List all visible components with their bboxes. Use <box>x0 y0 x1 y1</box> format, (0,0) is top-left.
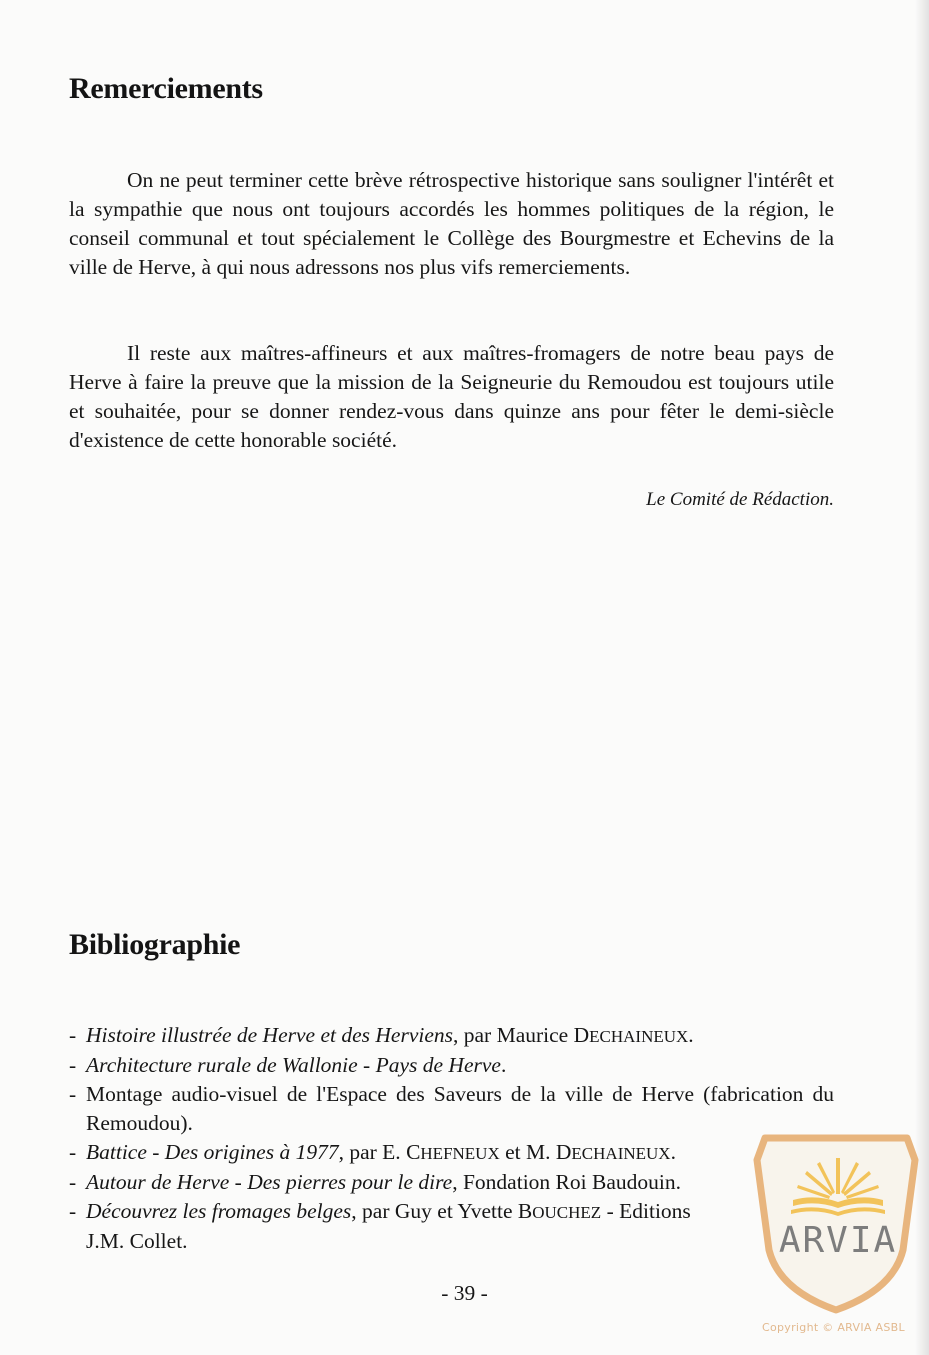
author-name: ECHAINEUX <box>571 1144 671 1163</box>
remerciements-paragraph-2: Il reste aux maîtres-affineurs et aux maîtres-fromagers de notre beau pays de Herve à faire la preuve que la mission de la Seigneurie du Remoudou est toujours utile et souhaitée, pour se donner rendez-vous dans quinze ans pour fêter le demi-siècle d'existence de cette honorable société. <box>69 341 834 452</box>
bibliography-item <box>69 1080 834 1138</box>
text-separator: , par Maurice <box>453 1023 574 1047</box>
page-number: - 39 - <box>441 1281 488 1305</box>
author-name: HEFNEUX <box>420 1144 500 1163</box>
item-text: , Fondation Roi Baudouin. <box>452 1170 681 1194</box>
list-dash: - <box>69 1082 77 1106</box>
text-separator: et M. <box>499 1140 556 1164</box>
author-initial: B <box>517 1199 533 1223</box>
logo-text: ARVIA <box>778 1220 898 1261</box>
book-title: Architecture rurale de Wallonie - Pays de Herve <box>86 1053 501 1077</box>
book-title: Battice - Des origines à 1977 <box>86 1140 339 1164</box>
item-continuation: J.M. Collet. <box>86 1229 188 1253</box>
text-end: . <box>688 1023 694 1047</box>
item-text: Montage audio-visuel de l'Espace des Saveurs de la ville de Herve (fabrication du Remoudou). <box>86 1082 834 1135</box>
arvia-logo <box>753 1130 919 1316</box>
remerciements-heading: Remerciements <box>69 72 263 105</box>
author-name: OUCHEZ <box>532 1203 602 1222</box>
remerciements-paragraph-1: On ne peut terminer cette brève rétrospective historique sans souligner l'intérêt et la sympathie que nous ont toujours accordés les hommes politiques de la région, le conseil communal et tout spécialement le Collège des Bourgmestre et Echevins de la ville de Herve, à qui nous adressons nos plus vifs remerciements. <box>69 168 834 279</box>
bibliographie-heading: Bibliographie <box>69 928 241 961</box>
list-dash: - <box>69 1140 77 1164</box>
list-dash: - <box>69 1199 77 1223</box>
author-initial: D <box>555 1140 572 1164</box>
bibliography-item <box>69 1197 834 1256</box>
list-dash: - <box>69 1053 77 1077</box>
author-initial: C <box>406 1140 421 1164</box>
author-initial: D <box>573 1023 590 1047</box>
copyright-notice: Copyright © ARVIA ASBL <box>762 1321 905 1334</box>
author-name: ECHAINEUX <box>589 1027 689 1046</box>
bibliography-item <box>69 1051 834 1080</box>
list-dash: - <box>69 1170 77 1194</box>
bibliography-list <box>69 1021 834 1256</box>
bibliography-item <box>69 1138 834 1168</box>
book-title: Découvrez les fromages belges <box>86 1199 352 1223</box>
item-text: - Editions <box>601 1199 691 1223</box>
text-separator: , par Guy et Yvette <box>351 1199 518 1223</box>
signature: Le Comité de Rédaction. <box>646 489 834 510</box>
list-dash: - <box>69 1023 77 1047</box>
bibliography-item <box>69 1168 834 1197</box>
book-title: Histoire illustrée de Herve et des Herviens <box>86 1023 453 1047</box>
bibliography-item <box>69 1021 834 1051</box>
book-title: Autour de Herve - Des pierres pour le dire <box>86 1170 453 1194</box>
text-end: . <box>670 1140 676 1164</box>
text-separator: , par E. <box>338 1140 407 1164</box>
text-end: . <box>500 1053 507 1077</box>
